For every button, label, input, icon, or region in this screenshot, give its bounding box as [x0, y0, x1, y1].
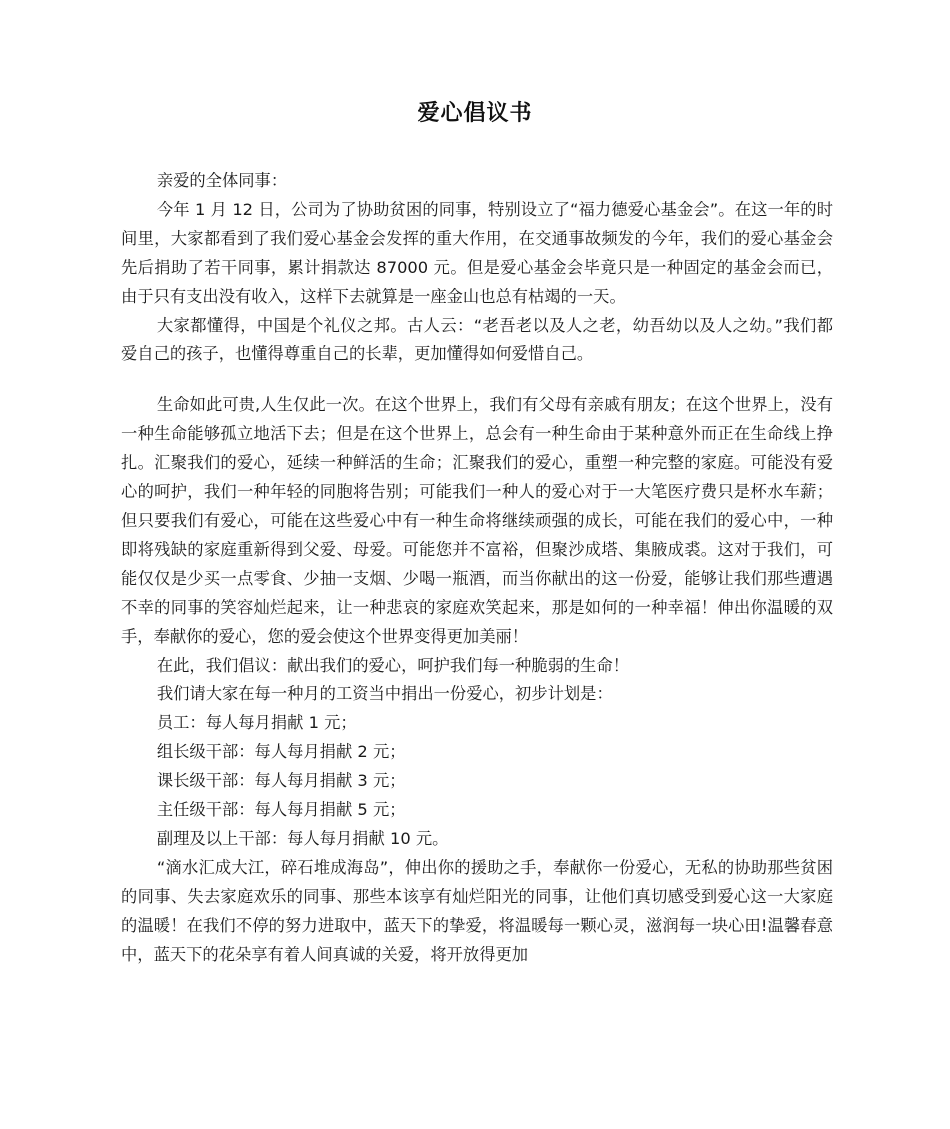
- plan-item-deputy-manager: 副理及以上干部：每人每月捐献 10 元。: [156, 828, 449, 848]
- paragraph-life-precious: 生命如此可贵,人生仅此一次。在这个世界上，我们有父母有亲戚有朋友；在这个世界上，没有一种生命能够孤立地活下去；但是在这个世界上，总会有一种生命由于某种意外而正在生命线上挣扎。汇聚我们的爱心，延续一种鲜活的生命；汇聚我们的爱心，重塑一种完整的家庭。可能没有爱心的呵护，我们一种年轻的同胞将告别；可能我们一种人的爱心对于一大笔医疗费只是杯水车薪；但只要我们有爱心，可能在这些爱心中有一种生命将继续顽强的成长，可能在我们的爱心中，一种即将残缺的家庭重新得到父爱、母爱。可能您并不富裕，但聚沙成塔、集腋成裘。这对于我们，可能仅仅是少买一点零食、少抽一支烟、少喝一瓶酒，而当你献出的这一份爱，能够让我们那些遭遇不幸的同事的笑容灿烂起来，让一种悲哀的家庭欢笑起来，那是如何的一种幸福！伸出你温暖的双手，奉献你的爱心，您的爱会使这个世界变得更加美丽！: [121, 395, 833, 646]
- plan-item-director: 主任级干部：每人每月捐献 5 元；: [156, 800, 406, 820]
- paragraph-fund-intro: 今年 1 月 12 日，公司为了协助贫困的同事，特别设立了“福力德爱心基金会”。在这一年的时间里，大家都看到了我们爱心基金会发挥的重大作用，在交通事故频发的今年，我们的爱心基金会先后捐助了若干同事，累计捐款达 87000 元。但是爱心基金会毕竟只是一种固定的基金会而已，由于只有支出没有收入，这样下去就算是一座金山也总有枯竭的一天。: [121, 199, 833, 306]
- document-title: 爱心倡议书: [417, 101, 533, 126]
- document-body: [121, 167, 833, 969]
- plan-item-section-chief: 课长级干部：每人每月捐献 3 元；: [156, 771, 406, 791]
- plan-item-group-leader: 组长级干部：每人每月捐献 2 元；: [156, 742, 406, 762]
- plan-item-staff: 员工：每人每月捐献 1 元；: [156, 713, 357, 733]
- paragraph-etiquette: 大家都懂得，中国是个礼仪之邦。古人云：“老吾老以及人之老，幼吾幼以及人之幼。”我们都爱自己的孩子，也懂得尊重自己的长辈，更加懂得如何爱惜自己。: [121, 315, 833, 364]
- salutation: 亲爱的全体同事：: [156, 171, 288, 190]
- paragraph-proposal: 在此，我们倡议：献出我们的爱心，呵护我们每一种脆弱的生命！: [156, 655, 630, 675]
- paragraph-plan-intro: 我们请大家在每一种月的工资当中捐出一份爱心，初步计划是：: [156, 684, 613, 704]
- paragraph-closing: “滴水汇成大江，碎石堆成海岛”，伸出你的援助之手，奉献你一份爱心，无私的协助那些贫困的同事、失去家庭欢乐的同事、那些本该享有灿烂阳光的同事，让他们真切感受到爱心这一大家庭的温暖！在我们不停的努力进取中，蓝天下的挚爱，将温暖每一颗心灵，滋润每一块心田!温馨春意中，蓝天下的花朵享有着人间真诚的关爱，将开放得更加: [121, 857, 833, 964]
